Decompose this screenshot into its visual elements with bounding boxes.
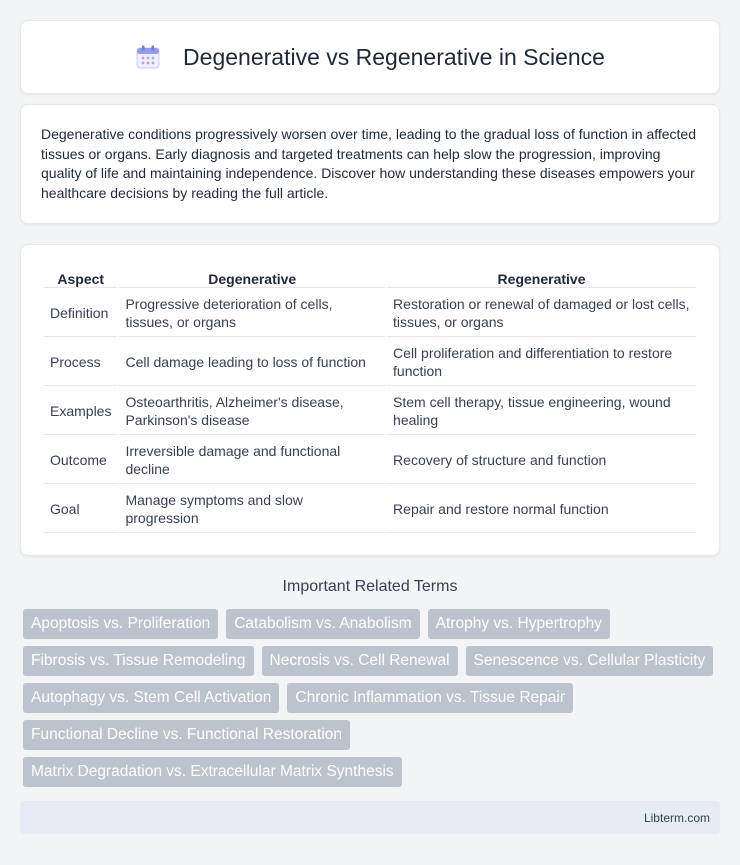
table-row bbox=[44, 290, 696, 337]
related-term-tag[interactable]: Necrosis vs. Cell Renewal bbox=[262, 646, 458, 676]
row-regenerative: Recovery of structure and function bbox=[387, 437, 696, 484]
footer-site-link[interactable]: Libterm.com bbox=[643, 810, 710, 825]
row-aspect: Goal bbox=[44, 486, 117, 533]
calendar-icon bbox=[135, 44, 161, 70]
table-row bbox=[44, 437, 696, 484]
row-degenerative: Irreversible damage and functional decline bbox=[119, 437, 385, 484]
table-row bbox=[44, 486, 696, 533]
related-term-tag[interactable]: Catabolism vs. Anabolism bbox=[226, 609, 419, 639]
related-term-tag[interactable]: Apoptosis vs. Proliferation bbox=[23, 609, 218, 639]
related-term-tag[interactable]: Functional Decline vs. Functional Restoration bbox=[23, 720, 350, 750]
intro-text: Degenerative conditions progressively worsen over time, leading to the gradual loss of function in affected tissues or organs. Early diagnosis and targeted treatments can help slow the progression, improving quality of life and maintaining independence. Discover how understanding these diseases empowers your healthcare decisions by reading the full article. bbox=[41, 126, 697, 201]
row-aspect: Examples bbox=[44, 388, 117, 435]
footer bbox=[20, 801, 720, 834]
comparison-table-card bbox=[20, 244, 720, 556]
related-term-tag[interactable]: Senescence vs. Cellular Plasticity bbox=[466, 646, 714, 676]
comparison-table bbox=[42, 265, 698, 535]
header-degenerative: Degenerative bbox=[119, 267, 385, 288]
related-term-tag[interactable]: Autophagy vs. Stem Cell Activation bbox=[23, 683, 279, 713]
table-row bbox=[44, 339, 696, 386]
row-degenerative: Osteoarthritis, Alzheimer's disease, Parkinson's disease bbox=[119, 388, 385, 435]
row-aspect: Outcome bbox=[44, 437, 117, 484]
page-title: Degenerative vs Regenerative in Science bbox=[183, 43, 605, 70]
related-terms-list bbox=[23, 609, 723, 787]
related-term-tag[interactable]: Chronic Inflammation vs. Tissue Repair bbox=[287, 683, 573, 713]
row-regenerative: Cell proliferation and differentiation to restore function bbox=[387, 339, 696, 386]
related-term-tag[interactable]: Matrix Degradation vs. Extracellular Matrix Synthesis bbox=[23, 757, 402, 787]
row-degenerative: Manage symptoms and slow progression bbox=[119, 486, 385, 533]
related-term-tag[interactable]: Fibrosis vs. Tissue Remodeling bbox=[23, 646, 254, 676]
table-row bbox=[44, 388, 696, 435]
row-degenerative: Cell damage leading to loss of function bbox=[119, 339, 385, 386]
row-regenerative: Restoration or renewal of damaged or lost cells, tissues, or organs bbox=[387, 290, 696, 337]
row-aspect: Definition bbox=[44, 290, 117, 337]
related-term-tag[interactable]: Atrophy vs. Hypertrophy bbox=[428, 609, 610, 639]
header-aspect: Aspect bbox=[44, 267, 117, 288]
table-header-row bbox=[44, 267, 696, 288]
row-regenerative: Stem cell therapy, tissue engineering, wound healing bbox=[387, 388, 696, 435]
header-card bbox=[20, 20, 720, 94]
row-regenerative: Repair and restore normal function bbox=[387, 486, 696, 533]
row-degenerative: Progressive deterioration of cells, tissues, or organs bbox=[119, 290, 385, 337]
related-terms-title: Important Related Terms bbox=[282, 578, 458, 595]
intro-card bbox=[20, 104, 720, 224]
header-regenerative: Regenerative bbox=[387, 267, 696, 288]
row-aspect: Process bbox=[44, 339, 117, 386]
